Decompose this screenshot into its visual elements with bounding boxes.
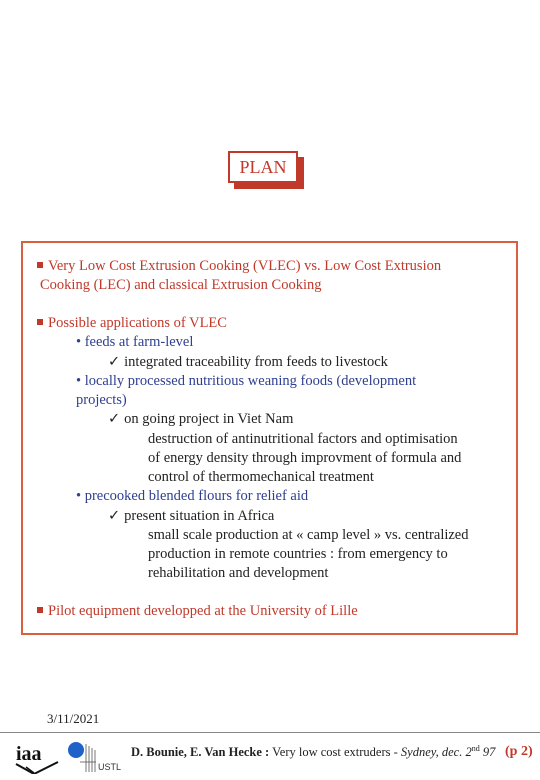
section-3-heading: Pilot equipment developped at the University of Lille [37, 602, 358, 621]
detail-line: production in remote countries : from emergency to [148, 546, 448, 562]
checkmark-icon: ✓ [108, 508, 121, 524]
sub-item-precooked-flours: • precooked blended flours for relief aid [76, 488, 309, 504]
footer-divider [0, 732, 540, 733]
iaa-logo [14, 740, 62, 774]
svg-text:USTL: USTL [98, 762, 122, 772]
page-title: PLAN [228, 151, 298, 183]
sub-item-feeds: • feeds at farm-level [76, 334, 194, 350]
section-2-heading: Possible applications of VLEC [37, 314, 227, 333]
check-item-africa: ✓ present situation in Africa [108, 508, 275, 524]
sub-item-weaning-foods-line-2: projects) [76, 392, 127, 408]
footer-title: Very low cost extruders - [272, 745, 398, 760]
square-bullet-icon [37, 262, 43, 268]
footer-year: 97 [482, 745, 496, 760]
detail-line: rehabilitation and development [148, 565, 329, 581]
ustl-logo [66, 738, 126, 776]
check-item-traceability: ✓ integrated traceability from feeds to livestock [108, 354, 388, 370]
date-label: 3/11/2021 [47, 711, 100, 726]
checkmark-icon: ✓ [108, 354, 121, 370]
content-box [21, 241, 518, 635]
checkmark-icon: ✓ [108, 411, 121, 427]
footer-authors: D. Bounie, E. Van Hecke : [131, 745, 270, 760]
check-item-viet-nam: ✓ on going project in Viet Nam [108, 411, 294, 427]
svg-text:iaa: iaa [16, 743, 42, 765]
footer-citation [131, 744, 495, 760]
detail-line: small scale production at « camp level » vs. centralized [148, 527, 469, 543]
sub-item-weaning-foods-line-1: • locally processed nutritious weaning foods (development [76, 373, 417, 389]
footer-superscript: nd [471, 744, 480, 753]
square-bullet-icon [37, 319, 43, 325]
detail-line: control of thermomechanical treatment [148, 469, 374, 485]
detail-line: of energy density through improvment of formula and [148, 450, 462, 466]
page-number: (p 2) [505, 744, 533, 759]
footer-place: Sydney, dec. 2 [400, 745, 472, 760]
title-box-wrapper [228, 151, 304, 189]
section-1-line-1: Very Low Cost Extrusion Cooking (VLEC) vs. Low Cost Extrusion [37, 257, 441, 276]
detail-line: destruction of antinutritional factors and optimisation [148, 431, 458, 447]
section-1-line-2: Cooking (LEC) and classical Extrusion Cooking [40, 277, 322, 293]
square-bullet-icon [37, 607, 43, 613]
